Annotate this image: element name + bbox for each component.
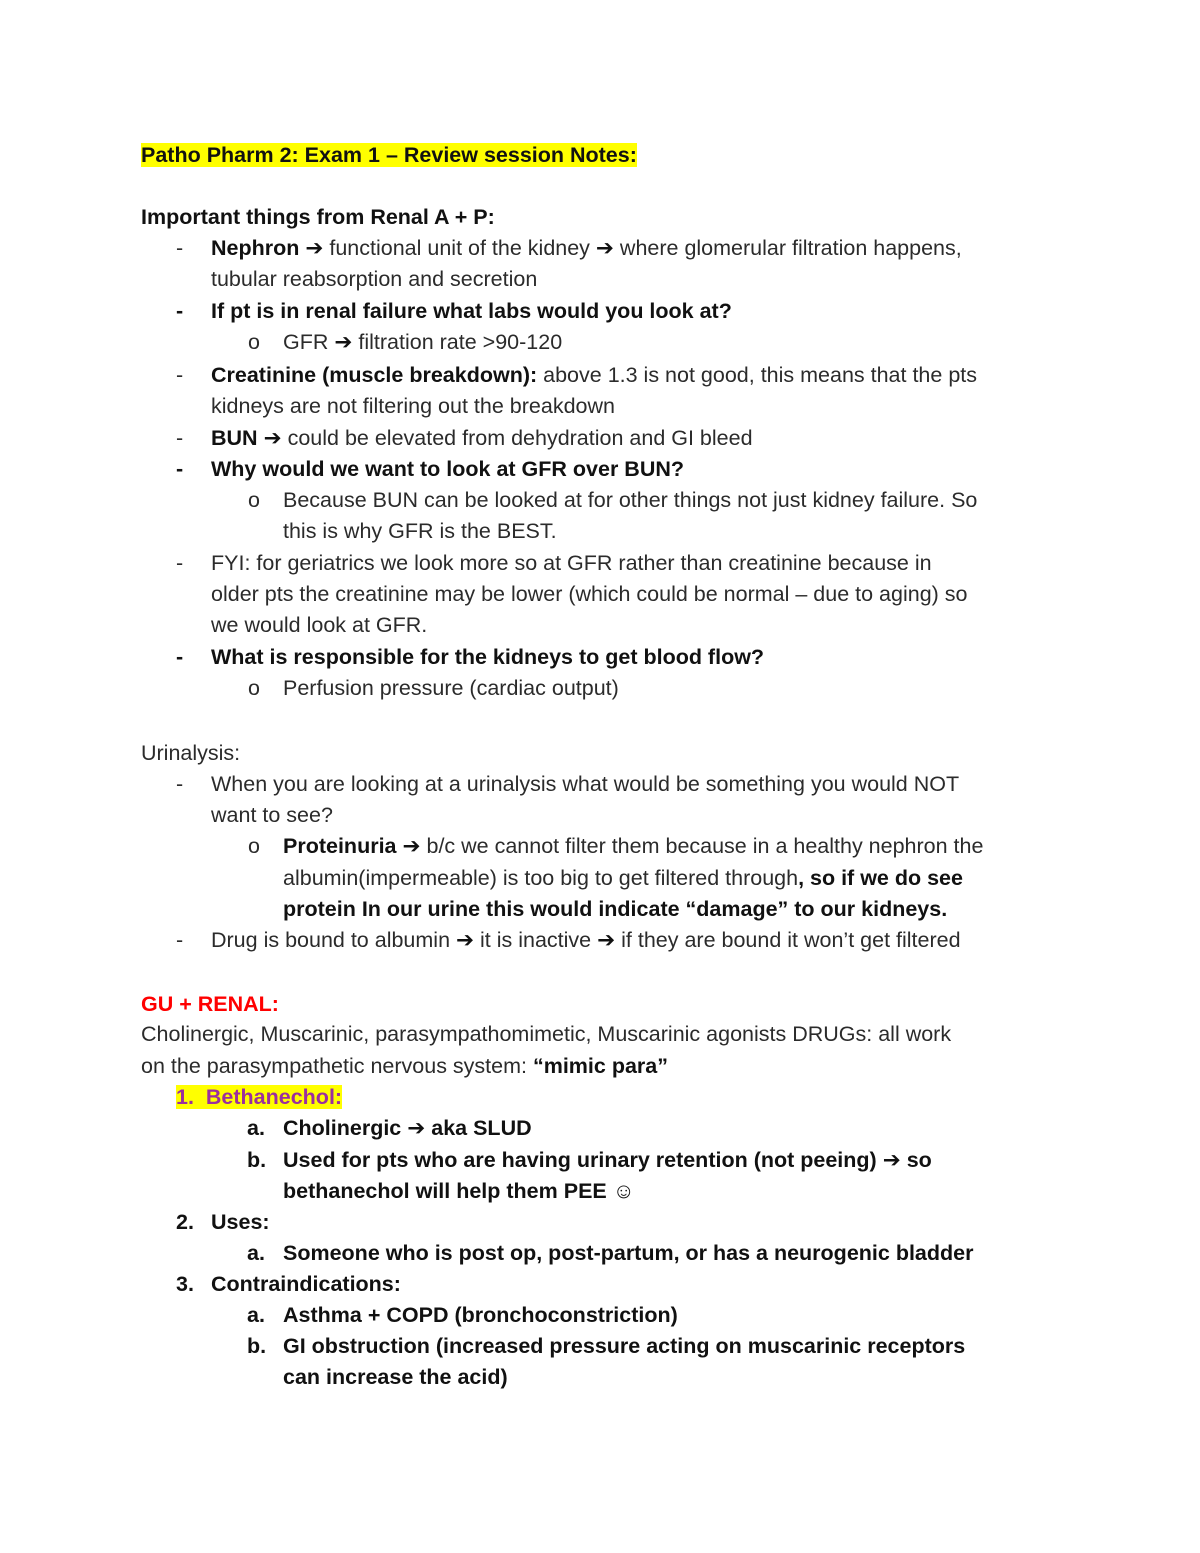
letter-b: b. xyxy=(247,1334,267,1358)
item2a-text: Someone who is post op, post-partum, or has a neurogenic bladder xyxy=(283,1241,974,1265)
gu-intro-b-line xyxy=(141,1051,668,1081)
arrow-icon: ➔ xyxy=(305,236,324,260)
flow-question: What is responsible for the kidneys to get blood flow? xyxy=(211,645,765,669)
fyi-text-b: older pts the creatinine may be lower (which could be normal – due to aging) so xyxy=(211,582,968,606)
why-answer-b: this is why GFR is the BEST. xyxy=(283,519,557,543)
letter-a: a. xyxy=(247,1241,265,1265)
nephron-text-b: where glomerular filtration happens, xyxy=(619,236,962,260)
labs-question: If pt is in renal failure what labs would you look at? xyxy=(211,299,732,323)
arrow-icon: ➔ xyxy=(407,1116,426,1140)
arrow-icon: ➔ xyxy=(456,928,475,952)
fyi-text-a: FYI: for geriatrics we look more so at GFR rather than creatinine because in xyxy=(211,551,932,575)
arrow-icon: ➔ xyxy=(595,236,614,260)
section-heading-renal-ap: Important things from Renal A + P: xyxy=(141,205,495,229)
nephron-text-c: tubular reabsorption and secretion xyxy=(211,267,538,291)
item3a-text: Asthma + COPD (bronchoconstriction) xyxy=(283,1303,678,1327)
page-title xyxy=(141,140,637,170)
proteinuria-term: Proteinuria xyxy=(283,834,397,858)
arrow-icon: ➔ xyxy=(597,928,616,952)
why-question: Why would we want to look at GFR over BUN? xyxy=(211,457,685,481)
bullet-dash: - xyxy=(176,236,184,260)
bullet-circle: o xyxy=(248,488,260,512)
item2-label: Uses: xyxy=(211,1210,270,1234)
creatinine-line xyxy=(211,360,977,390)
urinalysis-question-a: When you are looking at a urinalysis what would be something you would NOT xyxy=(211,772,960,796)
nephron-line xyxy=(211,233,962,263)
flow-answer: Perfusion pressure (cardiac output) xyxy=(283,676,619,700)
item1a-text-a: Cholinergic xyxy=(283,1116,402,1140)
proteinuria-text-b1: albumin(impermeable) is too big to get filtered through xyxy=(283,866,799,890)
nephron-term: Nephron xyxy=(211,236,300,260)
bullet-dash: - xyxy=(176,551,184,575)
gu-intro-quote: “mimic para” xyxy=(532,1054,668,1078)
bullet-dash: - xyxy=(176,928,184,952)
fyi-text-c: we would look at GFR. xyxy=(211,613,428,637)
bullet-circle: o xyxy=(248,330,260,354)
title-highlight: Patho Pharm 2: Exam 1 – Review session Notes: xyxy=(141,143,637,167)
item1-label: Bethanechol: xyxy=(205,1085,343,1109)
proteinuria-line-b xyxy=(283,863,963,893)
item1b-text-b: so xyxy=(906,1148,932,1172)
why-answer-a: Because BUN can be looked at for other things not just kidney failure. So xyxy=(283,488,978,512)
gfr-text: filtration rate >90-120 xyxy=(358,330,563,354)
creatinine-text-a: above 1.3 is not good, this means that the pts xyxy=(543,363,978,387)
arrow-icon: ➔ xyxy=(402,834,421,858)
gfr-line xyxy=(283,327,562,357)
creatinine-text-b: kidneys are not filtering out the breakdown xyxy=(211,394,615,418)
bun-text: could be elevated from dehydration and GI bleed xyxy=(287,426,753,450)
item3b-text-b: can increase the acid) xyxy=(283,1365,508,1389)
bun-line xyxy=(211,423,753,453)
arrow-icon: ➔ xyxy=(334,330,353,354)
letter-b: b. xyxy=(247,1148,267,1172)
arrow-icon: ➔ xyxy=(263,426,282,450)
bullet-dash: - xyxy=(176,426,184,450)
bullet-dash: - xyxy=(176,457,184,481)
bullet-dash: - xyxy=(176,299,184,323)
letter-a: a. xyxy=(247,1116,265,1140)
section-heading-gu-renal: GU + RENAL: xyxy=(141,992,279,1016)
number-3: 3. xyxy=(176,1272,194,1296)
bullet-circle: o xyxy=(248,676,260,700)
proteinuria-text-b2: , so if we do see xyxy=(798,866,963,890)
urinalysis-question-b: want to see? xyxy=(211,803,333,827)
proteinuria-text-a: b/c we cannot filter them because in a healthy nephron the xyxy=(426,834,984,858)
number-2: 2. xyxy=(176,1210,194,1234)
item3-label: Contraindications: xyxy=(211,1272,401,1296)
bullet-circle: o xyxy=(248,834,260,858)
gu-intro-b: on the parasympathetic nervous system: xyxy=(141,1054,533,1078)
item1b-line xyxy=(283,1145,932,1175)
bullet-dash: - xyxy=(176,772,184,796)
item3b-text-a: GI obstruction (increased pressure acting on muscarinic receptors xyxy=(283,1334,966,1358)
item1a-line xyxy=(283,1113,532,1143)
smiley-icon: ☺ xyxy=(612,1179,635,1203)
creatinine-term: Creatinine (muscle breakdown): xyxy=(211,363,538,387)
proteinuria-text-c: protein In our urine this would indicate “damage” to our kidneys. xyxy=(283,897,948,921)
letter-a: a. xyxy=(247,1303,265,1327)
bullet-dash: - xyxy=(176,363,184,387)
drug-text-b: it is inactive xyxy=(480,928,592,952)
item1b-text-c: bethanechol will help them PEE xyxy=(283,1179,607,1203)
drug-text-a: Drug is bound to albumin xyxy=(211,928,451,952)
item1-highlight xyxy=(176,1085,342,1109)
section-heading-urinalysis: Urinalysis: xyxy=(141,741,241,765)
bullet-dash: - xyxy=(176,645,184,669)
item1b-line-c xyxy=(283,1176,635,1206)
item1a-text-b: aka SLUD xyxy=(431,1116,532,1140)
nephron-text-a: functional unit of the kidney xyxy=(329,236,590,260)
drug-text-c: if they are bound it won’t get filtered xyxy=(621,928,961,952)
arrow-icon: ➔ xyxy=(882,1148,901,1172)
gu-intro-a: Cholinergic, Muscarinic, parasympathomimetic, Muscarinic agonists DRUGs: all work xyxy=(141,1022,952,1046)
bun-term: BUN xyxy=(211,426,258,450)
drug-bound-line xyxy=(211,925,961,955)
proteinuria-line xyxy=(283,831,983,861)
item1-line xyxy=(176,1082,342,1112)
number-1: 1. xyxy=(176,1085,194,1109)
item1b-text-a: Used for pts who are having urinary retention (not peeing) xyxy=(283,1148,877,1172)
gfr-term: GFR xyxy=(283,330,329,354)
